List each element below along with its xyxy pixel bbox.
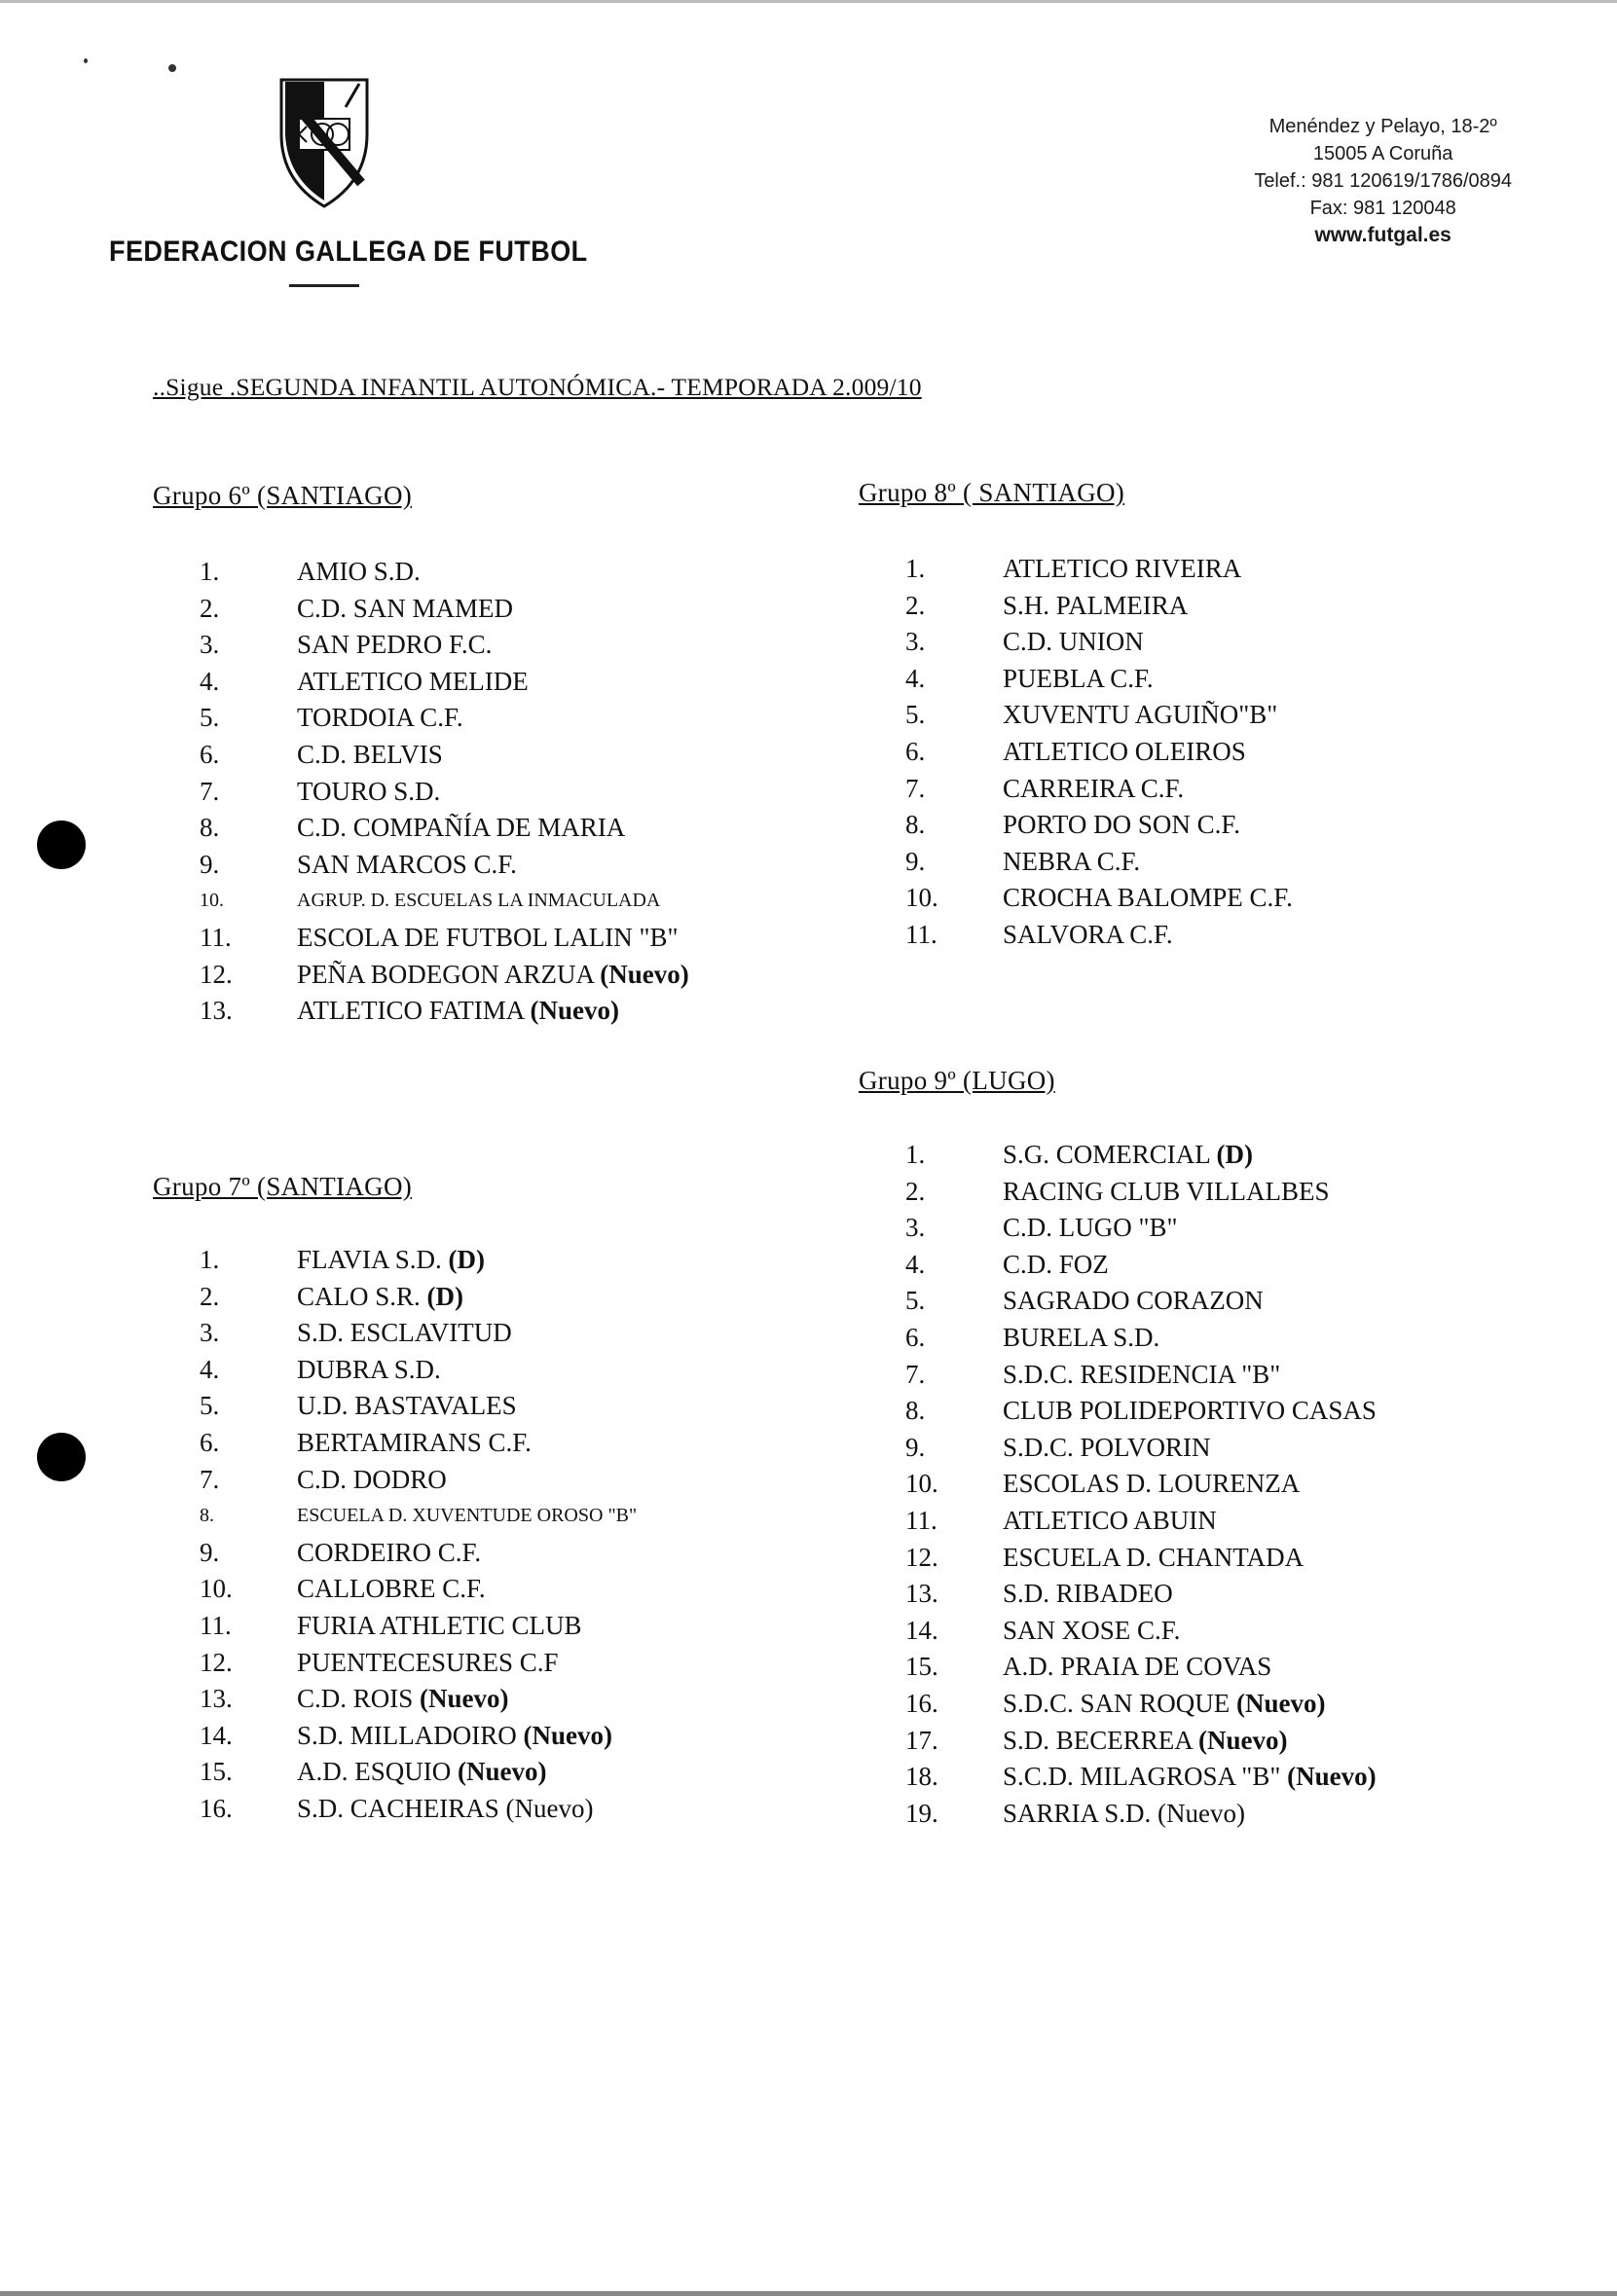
team-number: 10. [200, 1574, 233, 1604]
team-name: C.D. SAN MAMED [297, 593, 514, 623]
team-status-tag: (Nuevo) [530, 996, 619, 1026]
team-name: TORDOIA C.F. [297, 703, 463, 733]
team-name: CORDEIRO C.F. [297, 1537, 482, 1567]
address-street: Menéndez y Pelayo, 18-2º [1268, 116, 1497, 137]
team-name: SALVORA C.F. [1003, 919, 1173, 949]
team-name: SAN MARCOS C.F. [297, 849, 517, 879]
team-number: 4. [905, 663, 926, 693]
team-name: SARRIA S.D. [1003, 1798, 1152, 1828]
team-number: 10. [905, 1469, 938, 1499]
team-number: 13. [200, 1684, 233, 1714]
team-number: 10. [905, 883, 938, 913]
team-name: C.D. BELVIS [297, 739, 443, 769]
federation-name-underline [289, 284, 359, 287]
scan-speck [168, 64, 176, 72]
team-status-tag: (Nuevo) [1198, 1725, 1288, 1755]
team-name: ATLETICO OLEIROS [1003, 736, 1246, 766]
team-number: 4. [905, 1249, 926, 1279]
team-number: 5. [200, 703, 220, 733]
team-name: C.D. FOZ [1003, 1249, 1109, 1279]
team-name: C.D. DODRO [297, 1464, 447, 1494]
team-number: 5. [200, 1391, 220, 1421]
team-status-tag: (D) [1216, 1140, 1254, 1169]
team-name: C.D. UNION [1003, 627, 1144, 657]
team-name: PUEBLA C.F. [1003, 663, 1154, 693]
team-number: 7. [200, 776, 220, 806]
address-block [1254, 113, 1512, 249]
team-number: 15. [905, 1652, 938, 1682]
team-number: 15. [200, 1757, 233, 1787]
team-number: 2. [905, 590, 926, 620]
team-name: ESCOLAS D. LOURENZA [1003, 1469, 1301, 1499]
team-status-tag: (Nuevo) [523, 1720, 612, 1750]
federation-crest-logo [277, 76, 371, 210]
team-status-tag: (Nuevo) [458, 1757, 547, 1787]
team-number: 1. [200, 557, 220, 586]
team-number: 3. [905, 627, 926, 657]
group-6-title: Grupo 6º (SANTIAGO) [153, 481, 413, 510]
team-number: 11. [905, 1505, 937, 1535]
team-number: 12. [905, 1542, 938, 1572]
team-name: AGRUP. D. ESCUELAS LA INMACULADA [297, 890, 661, 912]
team-name: S.D. BECERREA [1003, 1725, 1193, 1755]
team-number: 5. [905, 1286, 926, 1316]
team-number: 19. [905, 1798, 938, 1828]
team-number: 7. [905, 773, 926, 803]
team-name: S.D. RIBADEO [1003, 1579, 1173, 1609]
team-name: ESCOLA DE FUTBOL LALIN "B" [297, 922, 679, 952]
team-number: 2. [905, 1176, 926, 1206]
team-number: 7. [905, 1359, 926, 1389]
team-name: CARREIRA C.F. [1003, 773, 1185, 803]
team-name: A.D. ESQUIO [297, 1757, 452, 1787]
team-name: PEÑA BODEGON ARZUA [297, 959, 594, 989]
team-name: CALO S.R. [297, 1281, 421, 1311]
team-number: 5. [905, 700, 926, 730]
team-number: 6. [905, 1322, 926, 1352]
team-number: 14. [905, 1615, 938, 1645]
team-number: 17. [905, 1725, 938, 1755]
team-name: SAN XOSE C.F. [1003, 1615, 1181, 1645]
punch-hole-bottom [37, 1433, 86, 1481]
scan-speck [84, 58, 88, 63]
team-name: ATLETICO FATIMA [297, 996, 524, 1026]
group-8-title: Grupo 8º ( SANTIAGO) [859, 478, 1125, 507]
address-city: 15005 A Coruña [1312, 143, 1453, 164]
team-name: S.D. ESCLAVITUD [297, 1318, 512, 1348]
team-name: S.C.D. MILAGROSA "B" [1003, 1762, 1281, 1792]
team-number: 7. [200, 1464, 220, 1494]
team-status-tag: (D) [426, 1281, 464, 1311]
address-fax: Fax: 981 120048 [1309, 198, 1456, 219]
team-number: 1. [200, 1245, 220, 1274]
team-number: 4. [200, 666, 220, 696]
scan-edge-top [0, 0, 1617, 3]
team-name: C.D. LUGO "B" [1003, 1213, 1178, 1243]
team-name: C.D. COMPAÑÍA DE MARIA [297, 813, 626, 843]
team-number: 6. [200, 1427, 220, 1457]
team-name: CLUB POLIDEPORTIVO CASAS [1003, 1396, 1377, 1426]
team-number: 13. [905, 1579, 938, 1609]
team-number: 13. [200, 996, 233, 1026]
team-number: 11. [200, 922, 232, 952]
team-status-tag: (Nuevo) [1158, 1798, 1246, 1828]
team-number: 8. [200, 1505, 214, 1527]
team-number: 9. [905, 846, 926, 876]
team-number: 10. [200, 890, 224, 912]
team-number: 11. [905, 919, 937, 949]
team-name: CALLOBRE C.F. [297, 1574, 486, 1604]
team-number: 14. [200, 1720, 233, 1750]
team-name: ESCUELA D. CHANTADA [1003, 1542, 1305, 1572]
team-number: 3. [200, 630, 220, 660]
team-status-tag: (Nuevo) [1236, 1688, 1326, 1718]
team-name: SAN PEDRO F.C. [297, 630, 493, 660]
team-name: S.D.C. POLVORIN [1003, 1432, 1211, 1462]
team-status-tag: (Nuevo) [505, 1793, 594, 1823]
federation-name: FEDERACION GALLEGA DE FUTBOL [109, 236, 588, 268]
team-number: 12. [200, 1647, 233, 1677]
team-name: ATLETICO ABUIN [1003, 1505, 1217, 1535]
team-name: FLAVIA S.D. [297, 1245, 442, 1274]
group-7-title: Grupo 7º (SANTIAGO) [153, 1172, 413, 1201]
document-title: ..Sigue .SEGUNDA INFANTIL AUTONÓMICA.- TEMPORADA 2.009/10 [153, 373, 922, 401]
team-name: ESCUELA D. XUVENTUDE OROSO "B" [297, 1505, 638, 1527]
team-name: AMIO S.D. [297, 557, 421, 586]
team-name: U.D. BASTAVALES [297, 1391, 517, 1421]
team-number: 3. [200, 1318, 220, 1348]
team-number: 16. [905, 1688, 938, 1718]
team-status-tag: (D) [448, 1245, 486, 1274]
team-number: 8. [905, 810, 926, 840]
team-name: S.H. PALMEIRA [1003, 590, 1189, 620]
team-name: S.D. MILLADOIRO [297, 1720, 517, 1750]
scan-edge-bottom [0, 2291, 1617, 2296]
team-name: S.D.C. RESIDENCIA "B" [1003, 1359, 1281, 1389]
team-name: NEBRA C.F. [1003, 846, 1141, 876]
team-name: CROCHA BALOMPE C.F. [1003, 883, 1293, 913]
team-number: 2. [200, 593, 220, 623]
team-name: BURELA S.D. [1003, 1322, 1160, 1352]
team-name: DUBRA S.D. [297, 1354, 441, 1384]
team-number: 3. [905, 1213, 926, 1243]
team-number: 6. [905, 736, 926, 766]
team-name: S.D. CACHEIRAS [297, 1793, 499, 1823]
team-number: 9. [200, 1537, 220, 1567]
team-name: RACING CLUB VILLALBES [1003, 1176, 1330, 1206]
team-status-tag: (Nuevo) [600, 959, 689, 989]
team-status-tag: (Nuevo) [420, 1684, 509, 1714]
team-name: ATLETICO MELIDE [297, 666, 529, 696]
team-number: 1. [905, 554, 926, 583]
team-name: S.G. COMERCIAL [1003, 1140, 1210, 1169]
address-phone: Telef.: 981 120619/1786/0894 [1254, 170, 1512, 192]
team-name: PORTO DO SON C.F. [1003, 810, 1241, 840]
team-number: 11. [200, 1610, 232, 1640]
team-number: 8. [200, 813, 220, 843]
team-number: 16. [200, 1793, 233, 1823]
team-status-tag: (Nuevo) [1287, 1762, 1377, 1792]
team-name: SAGRADO CORAZON [1003, 1286, 1264, 1316]
group-9-title: Grupo 9º (LUGO) [859, 1066, 1055, 1095]
team-number: 4. [200, 1354, 220, 1384]
team-name: S.D.C. SAN ROQUE [1003, 1688, 1231, 1718]
team-name: BERTAMIRANS C.F. [297, 1427, 532, 1457]
team-number: 12. [200, 959, 233, 989]
team-name: XUVENTU AGUIÑO"B" [1003, 700, 1278, 730]
team-number: 1. [905, 1140, 926, 1169]
team-name: TOURO S.D. [297, 776, 441, 806]
team-number: 8. [905, 1396, 926, 1426]
team-name: PUENTECESURES C.F [297, 1647, 559, 1677]
team-number: 2. [200, 1281, 220, 1311]
website-link[interactable]: www.futgal.es [1314, 224, 1452, 246]
team-number: 9. [200, 849, 220, 879]
team-name: ATLETICO RIVEIRA [1003, 554, 1242, 583]
team-number: 6. [200, 739, 220, 769]
team-number: 18. [905, 1762, 938, 1792]
team-name: FURIA ATHLETIC CLUB [297, 1610, 582, 1640]
punch-hole-top [37, 820, 86, 869]
team-number: 9. [905, 1432, 926, 1462]
team-name: A.D. PRAIA DE COVAS [1003, 1652, 1272, 1682]
team-name: C.D. ROIS [297, 1684, 414, 1714]
